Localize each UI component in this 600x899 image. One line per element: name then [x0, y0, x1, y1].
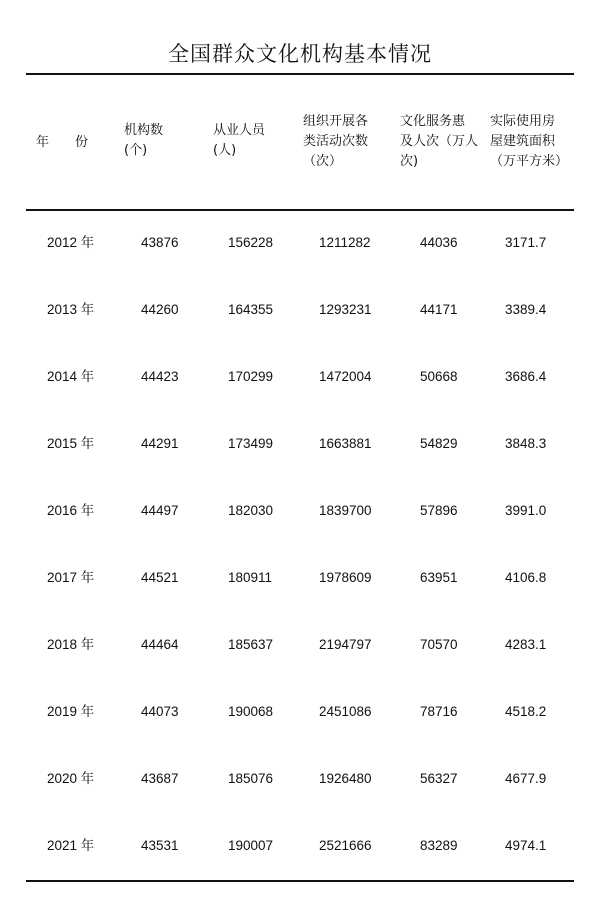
cell-activities: 1211282	[319, 235, 371, 250]
cell-staff: 190068	[228, 704, 274, 719]
header-area	[490, 112, 568, 172]
cell-area: 4106.8	[505, 570, 547, 585]
cell-institutions: 43531	[141, 838, 179, 853]
cell-activities: 1926480	[319, 771, 372, 786]
cell-area: 3389.4	[505, 302, 547, 317]
cell-staff: 185637	[228, 637, 274, 652]
cell-staff: 156228	[228, 235, 274, 250]
cell-institutions: 44521	[141, 570, 179, 585]
cell-activities: 2521666	[319, 838, 372, 853]
table-row	[0, 566, 600, 590]
cell-area: 3991.0	[505, 503, 547, 518]
header-activities-line-2: 类活动次数	[303, 134, 369, 149]
cell-institutions: 44073	[141, 704, 179, 719]
header-year	[36, 133, 88, 153]
cell-activities: 2194797	[319, 637, 372, 652]
table-row	[0, 700, 600, 724]
cell-service: 83289	[420, 838, 458, 853]
cell-year: 2021 年	[47, 838, 95, 853]
cell-year: 2017 年	[47, 570, 95, 585]
cell-year: 2016 年	[47, 503, 95, 518]
table-row	[0, 767, 600, 791]
cell-activities: 1839700	[319, 503, 372, 518]
cell-year: 2015 年	[47, 436, 95, 451]
cell-service: 63951	[420, 570, 458, 585]
cell-activities: 1472004	[319, 369, 372, 384]
cell-area: 3171.7	[505, 235, 547, 250]
header-rule	[26, 209, 574, 211]
table-row	[0, 834, 600, 858]
cell-service: 57896	[420, 503, 458, 518]
cell-staff: 190007	[228, 838, 274, 853]
bottom-rule	[26, 880, 574, 882]
cell-year: 2018 年	[47, 637, 95, 652]
cell-year: 2014 年	[47, 369, 95, 384]
cell-institutions: 44291	[141, 436, 179, 451]
cell-activities: 2451086	[319, 704, 372, 719]
cell-staff: 180911	[228, 570, 273, 585]
table-row	[0, 231, 600, 255]
table-row	[0, 633, 600, 657]
table-row	[0, 432, 600, 456]
cell-service: 56327	[420, 771, 458, 786]
header-institutions-line: 机构数	[124, 123, 164, 138]
cell-area: 4974.1	[505, 838, 547, 853]
cell-service: 44171	[420, 302, 458, 317]
cell-staff: 170299	[228, 369, 274, 384]
table-row	[0, 365, 600, 389]
header-institutions-unit: (个)	[124, 143, 148, 158]
cell-year: 2019 年	[47, 704, 95, 719]
header-service-line-2: 及人次（万人	[400, 134, 479, 149]
cell-staff: 182030	[228, 503, 274, 518]
cell-area: 4518.2	[505, 704, 547, 719]
cell-service: 54829	[420, 436, 458, 451]
cell-institutions: 43687	[141, 771, 179, 786]
cell-area: 3686.4	[505, 369, 547, 384]
table-row	[0, 298, 600, 322]
cell-staff: 173499	[228, 436, 274, 451]
header-staff	[213, 121, 265, 161]
header-year-line: 年 份	[36, 135, 89, 150]
header-area-line-1: 实际使用房	[490, 114, 556, 129]
header-activities-line-1: 组织开展各	[303, 114, 369, 129]
cell-year: 2012 年	[47, 235, 95, 250]
header-service	[400, 112, 478, 172]
cell-activities: 1978609	[319, 570, 372, 585]
header-activities-unit: （次）	[303, 154, 343, 169]
header-staff-line: 从业人员	[213, 123, 266, 138]
header-institutions	[124, 121, 163, 161]
cell-activities: 1293231	[319, 302, 372, 317]
cell-area: 4677.9	[505, 771, 547, 786]
cell-institutions: 43876	[141, 235, 179, 250]
cell-year: 2020 年	[47, 771, 95, 786]
table-row	[0, 499, 600, 523]
header-activities	[303, 112, 368, 172]
page-title: 全国群众文化机构基本情况	[168, 42, 432, 66]
header-area-line-2: 屋建筑面积	[490, 134, 556, 149]
cell-activities: 1663881	[319, 436, 372, 451]
cell-institutions: 44260	[141, 302, 179, 317]
cell-year: 2013 年	[47, 302, 95, 317]
cell-service: 44036	[420, 235, 458, 250]
cell-institutions: 44464	[141, 637, 179, 652]
cell-staff: 185076	[228, 771, 274, 786]
top-rule	[26, 73, 574, 75]
header-service-line-1: 文化服务惠	[400, 114, 466, 129]
cell-area: 4283.1	[505, 637, 547, 652]
cell-institutions: 44423	[141, 369, 179, 384]
cell-area: 3848.3	[505, 436, 547, 451]
cell-service: 70570	[420, 637, 458, 652]
cell-staff: 164355	[228, 302, 274, 317]
header-service-line-3: 次)	[400, 154, 419, 169]
header-staff-unit: (人)	[213, 143, 237, 158]
cell-service: 50668	[420, 369, 458, 384]
header-area-unit: （万平方米）	[490, 154, 569, 169]
cell-service: 78716	[420, 704, 458, 719]
cell-institutions: 44497	[141, 503, 179, 518]
